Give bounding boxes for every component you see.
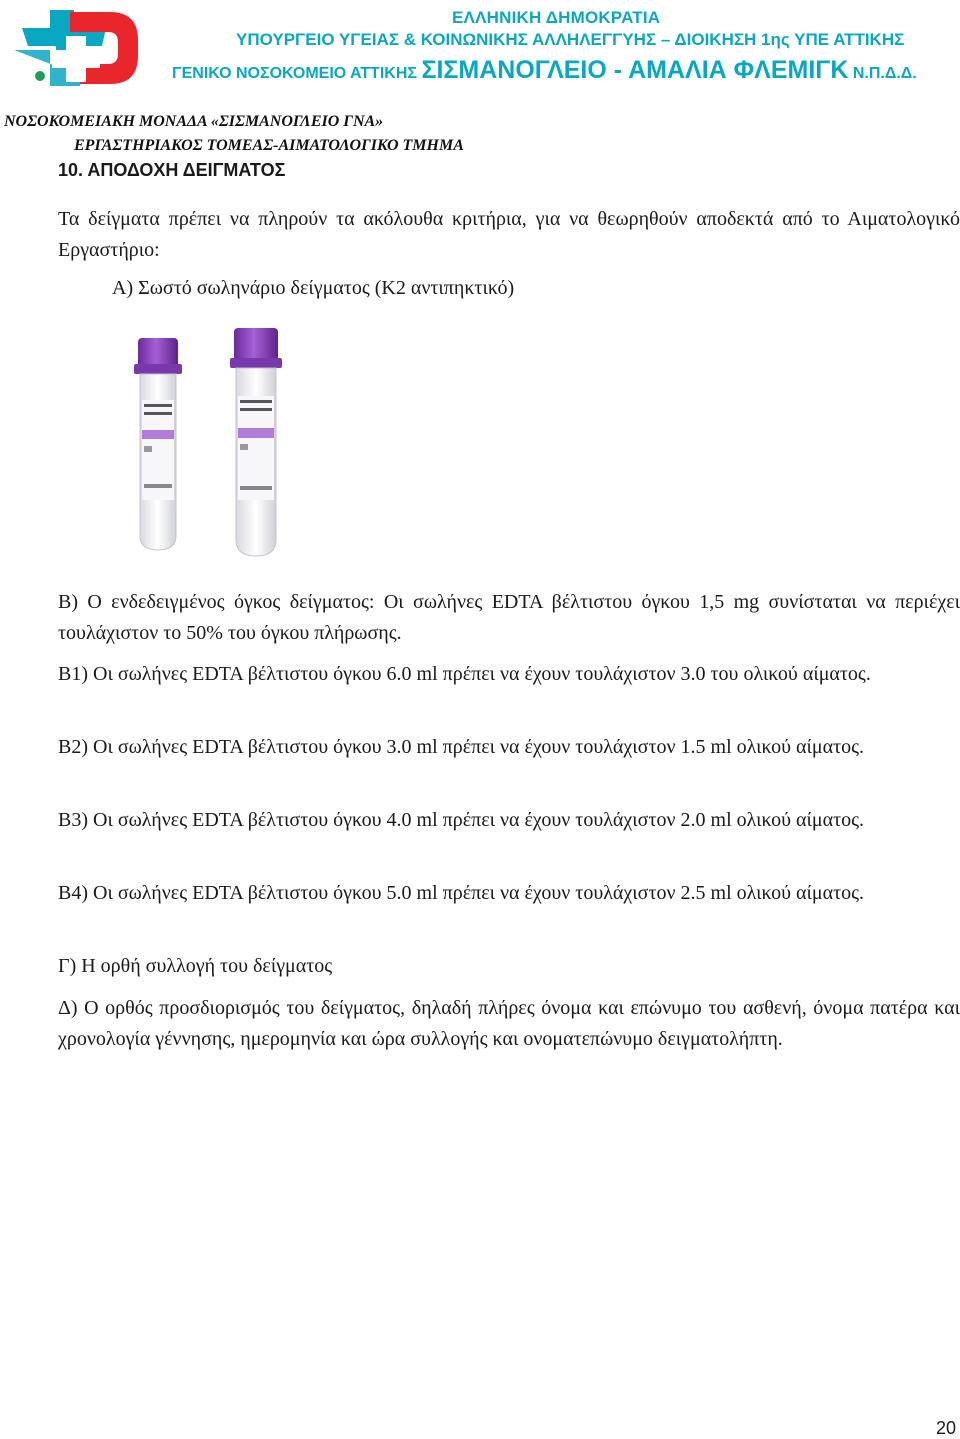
document-header <box>0 0 960 100</box>
criterion-c: Γ) Η ορθή συλλογή του δείγματος <box>58 955 333 977</box>
criterion-a: Α) Σωστό σωληνάριο δείγματος (Κ2 αντιπηκτικό) <box>112 277 515 299</box>
header-hospital-prefix: ΓΕΝΙΚΟ ΝΟΣΟΚΟΜΕΙΟ ΑΤΤΙΚΗΣ <box>172 65 417 82</box>
criterion-b2: Β2) Οι σωλήνες EDTA βέλτιστου όγκου 3.0 ml πρέπει να έχουν τουλάχιστον 1.5 ml ολικού αίματος. <box>58 736 865 758</box>
header-hospital-suffix: Ν.Π.Δ.Δ. <box>852 65 917 82</box>
header-republic: ΕΛΛΗΝΙΚΗ ΔΗΜΟΚΡΑΤΙΑ <box>452 8 661 27</box>
tube-left <box>134 338 182 550</box>
tube-right <box>230 328 282 556</box>
criterion-b3: Β3) Οι σωλήνες EDTA βέλτιστου όγκου 4.0 ml πρέπει να έχουν τουλάχιστον 2.0 ml ολικού αίματος. <box>58 809 865 831</box>
hospital-cross-logo <box>10 6 140 90</box>
intro-paragraph: Τα δείγματα πρέπει να πληρούν τα ακόλουθα κριτήρια, για να θεωρηθούν αποδεκτά από το Αιματολογικό Εργαστήριο: <box>58 208 960 261</box>
criterion-b1: Β1) Οι σωλήνες EDTA βέλτιστου όγκου 6.0 ml πρέπει να έχουν τουλάχιστον 3.0 του ολικού αίματος. <box>58 663 871 685</box>
header-ministry: ΥΠΟΥΡΓΕΙΟ ΥΓΕΙΑΣ & ΚΟΙΝΩΝΙΚΗΣ ΑΛΛΗΛΕΓΓΥΗΣ – ΔΙΟΙΚΗΣΗ 1ης ΥΠΕ ΑΤΤΙΚΗΣ <box>236 30 905 49</box>
unit-name: ΝΟΣΟΚΟΜΕΙΑΚΗ ΜΟΝΑΔΑ «ΣΙΣΜΑΝΟΓΛΕΙΟ ΓΝΑ» <box>4 113 384 130</box>
department-name: ΕΡΓΑΣΤΗΡΙΑΚΟΣ ΤΟΜΕΑΣ-ΑΙΜΑΤΟΛΟΓΙΚΟ ΤΜΗΜΑ <box>74 137 464 154</box>
header-hospital <box>172 56 917 85</box>
edta-tubes-image <box>118 318 308 560</box>
header-hospital-name: ΣΙΣΜΑΝΟΓΛΕΙΟ - ΑΜΑΛΙΑ ΦΛΕΜΙΓΚ <box>421 56 849 84</box>
criterion-d: Δ) Ο ορθός προσδιορισμός του δείγματος, δηλαδή πλήρες όνομα και επώνυμο του ασθενή, όνομα πατέρα και χρονολογία γέννησης, ημερομηνία και ώρα συλλογής και ονοματεπώνυμο δειγματολήπτη. <box>58 997 960 1050</box>
page-number: 20 <box>935 1418 956 1438</box>
criterion-b4: Β4) Οι σωλήνες EDTA βέλτιστου όγκου 5.0 ml πρέπει να έχουν τουλάχιστον 2.5 ml ολικού αίματος. <box>58 882 865 904</box>
section-title: 10. ΑΠΟΔΟΧΗ ΔΕΙΓΜΑΤΟΣ <box>58 160 286 180</box>
criterion-b: Β) Ο ενδεδειγμένος όγκος δείγματος: Οι σωλήνες EDTA βέλτιστου όγκου 1,5 mg συνίσταται να περιέχει τουλάχιστον το 50% του όγκου πλήρωσης. <box>58 591 960 644</box>
